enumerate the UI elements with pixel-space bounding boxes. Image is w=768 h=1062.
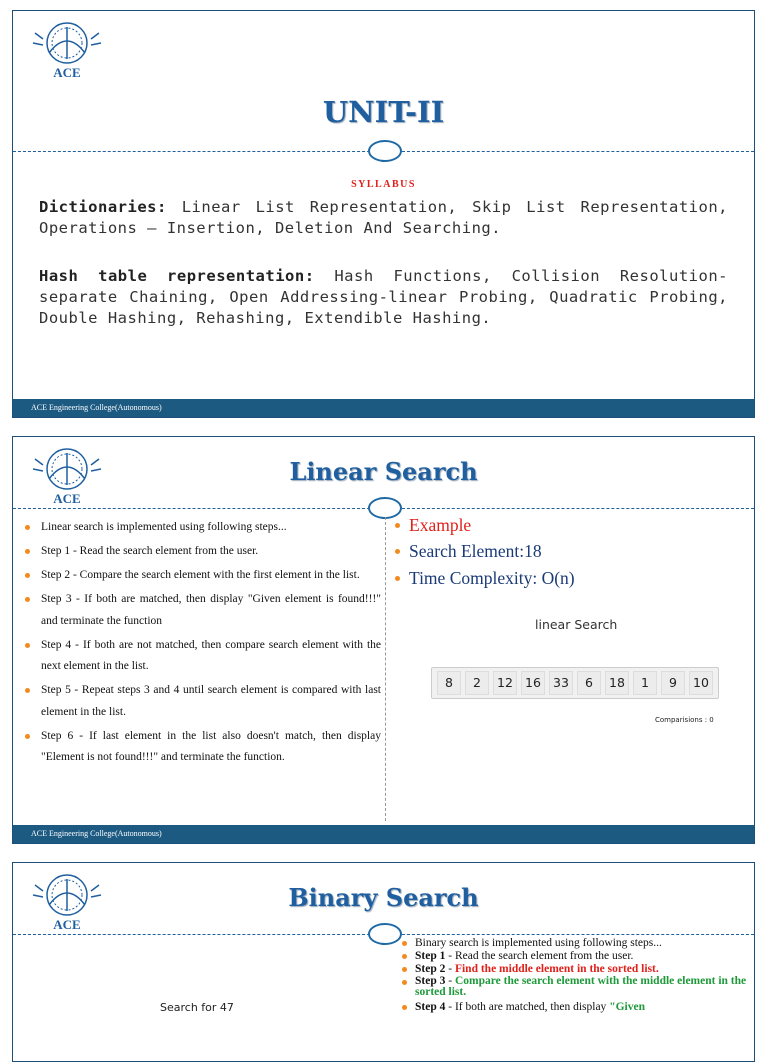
bullet-icon <box>395 576 400 581</box>
list-item: Step 3 - If both are matched, then display "Given element is found!!!" and terminate the function <box>21 589 381 632</box>
slide-footer: ACE Engineering College(Autonomous) <box>13 399 754 417</box>
bullet-icon <box>25 734 30 739</box>
search-element-label: Search Element:18 <box>409 541 542 562</box>
array-cell: 2 <box>465 671 489 695</box>
slide-footer: ACE Engineering College(Autonomous) <box>13 825 754 843</box>
array-cell: 18 <box>605 671 629 695</box>
bullet-icon <box>25 597 30 602</box>
list-item: Step 5 - Repeat steps 3 and 4 until search element is compared with last element in the list. <box>21 680 381 723</box>
ace-logo <box>29 19 105 79</box>
figure-title: linear Search <box>535 617 618 632</box>
bullet-icon <box>25 573 30 578</box>
list-item: Step 1 - Read the search element from the user. <box>399 950 749 963</box>
bullet-icon <box>395 523 400 528</box>
slide-binary-search <box>12 862 755 1062</box>
array-figure <box>431 667 719 699</box>
svg-text:ACE: ACE <box>53 917 81 931</box>
array-cell: 8 <box>437 671 461 695</box>
divider-oval <box>368 497 402 519</box>
bullet-icon <box>402 954 407 959</box>
time-complexity-label: Time Complexity: O(n) <box>409 568 575 589</box>
list-item: Step 4 - If both are not matched, then compare search element with the next element in the list. <box>21 635 381 678</box>
search-target-label: Search for 47 <box>160 1001 234 1014</box>
slide-title: Binary Search <box>288 883 479 912</box>
linear-search-steps <box>21 517 381 771</box>
divider-oval <box>368 923 402 945</box>
list-item: Step 2 - Compare the search element with the first element in the list. <box>21 565 381 587</box>
dictionaries-paragraph <box>39 197 728 239</box>
array-cell: 6 <box>577 671 601 695</box>
list-item: Binary search is implemented using following steps... <box>399 937 749 950</box>
column-divider <box>385 517 386 821</box>
dictionaries-heading: Dictionaries: <box>39 198 167 216</box>
hash-table-text: Hash Functions, Collision Resolution-separate Chaining, Open Addressing-linear Probing, Quadratic Probing, Double Hashing, Rehashing, Extendible Hashing. <box>39 267 728 327</box>
binary-search-steps <box>399 937 749 1014</box>
hash-table-paragraph <box>39 266 728 329</box>
dictionaries-text: Linear List Representation, Skip List Representation, Operations – Insertion, Deletion And Searching. <box>39 198 728 237</box>
array-cell: 33 <box>549 671 573 695</box>
bullet-icon <box>25 525 30 530</box>
bullet-icon <box>402 1005 407 1010</box>
syllabus-heading: SYLLABUS <box>351 179 416 190</box>
comparisons-counter: Comparisions : 0 <box>655 716 714 724</box>
bullet-icon <box>402 967 407 972</box>
divider-oval <box>368 140 402 162</box>
list-item: Step 4 - If both are matched, then display "Given <box>399 1001 749 1014</box>
list-item: Step 2 - Find the middle element in the sorted list. <box>399 963 749 976</box>
bullet-icon <box>402 980 407 985</box>
bullet-icon <box>395 549 400 554</box>
slide-linear-search <box>12 436 755 844</box>
list-item: Step 1 - Read the search element from the user. <box>21 541 381 563</box>
slide-title: UNIT-II <box>322 95 445 129</box>
array-cell: 9 <box>661 671 685 695</box>
bullet-icon <box>402 941 407 946</box>
bullet-icon <box>25 549 30 554</box>
list-item: Step 3 - Compare the search element with the middle element in the sorted list. <box>399 976 749 998</box>
hash-table-heading: Hash table representation: <box>39 267 315 285</box>
bullet-icon <box>25 643 30 648</box>
svg-text:ACE: ACE <box>53 65 81 79</box>
array-cell: 1 <box>633 671 657 695</box>
bullet-icon <box>25 688 30 693</box>
array-cell: 16 <box>521 671 545 695</box>
slide-unit-ii <box>12 10 755 418</box>
svg-text:ACE: ACE <box>53 491 81 505</box>
list-item: Linear search is implemented using following steps... <box>21 517 381 539</box>
slide-title: Linear Search <box>289 457 478 486</box>
example-label: Example <box>409 515 471 536</box>
array-cell: 10 <box>689 671 713 695</box>
list-item: Step 6 - If last element in the list also doesn't match, then display "Element is not found!!!" and terminate the function. <box>21 726 381 769</box>
array-cell: 12 <box>493 671 517 695</box>
